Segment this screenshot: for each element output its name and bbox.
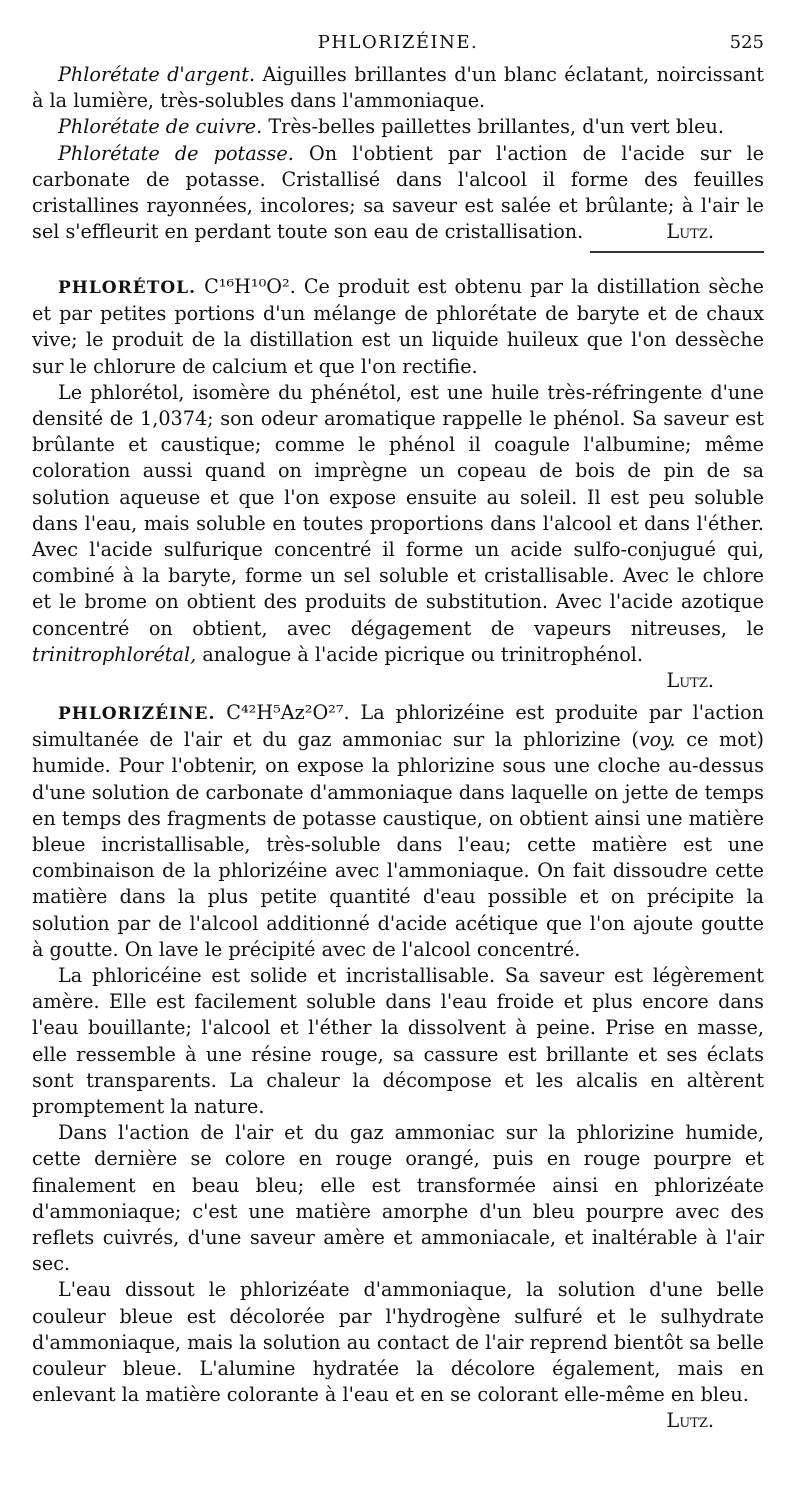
paragraph-text: La phlorizéine est produite par l'action simultanée de l'air et du gaz ammoniac sur la phlorizine ( [32, 701, 765, 752]
author-signature: Lutz. [666, 1409, 714, 1433]
phlorizeine-article [32, 700, 764, 1435]
separator-rule [590, 251, 764, 258]
italic-term: voy. [638, 728, 676, 752]
italic-term: trinitrophlorétal, [32, 642, 197, 666]
phloretol-article [32, 274, 764, 694]
chemical-formula: C⁴²H⁵Az²O²⁷. [226, 701, 350, 724]
author-signature: Lutz. [666, 220, 714, 244]
phlorizeine-paragraph-3: Dans l'action de l'air et du gaz ammoniac sur la phlorizine humide, cette dernière se colore en rouge orangé, puis en rouge pourpre et finalement en beau bleu; elle est transformée ainsi en phlorizéate d'ammoniaque; c'est une matière amorphe d'un bleu pourpre avec des reflets cuivrés, d'une saveur amère et ammoniacale, et inaltérable à l'air sec. [32, 1121, 764, 1276]
entry-text: On l'obtient par l'action de l'acide sur le carbonate de potasse. Cristallisé dans l'alcool il forme des feuilles cristallines rayonnées, incolores; sa saveur est salée et brûlante; à l'air le sel s'effleurit en perdant toute son eau de cristallisation. [32, 141, 764, 244]
entry-text: Très-belles paillettes brillantes, d'un vert bleu. [268, 115, 724, 139]
paragraph-text: L'eau dissout le phlorizéate d'ammoniaque, la solution d'une belle couleur bleue est décolorée par l'hydrogène sulfuré et le sulhydrate d'ammoniaque, mais la solution au contact de l'air reprend bientôt sa belle couleur bleue. L'alumine hydratée la décolore également, mais en enlevant la matière colorante à l'eau et en se colorant elle-même en bleu. [32, 1278, 764, 1407]
phlorizeine-paragraph-1 [32, 700, 764, 963]
chemical-formula: C¹⁶H¹⁰O². [204, 275, 296, 298]
entry-text: Aiguilles brillantes d'un blanc éclatant, noircissant à la lumière, très-solubles dans l'ammoniaque. [32, 63, 764, 113]
page-number: 525 [729, 32, 764, 53]
entry-name: Phlorétate de cuivre. [58, 115, 263, 139]
entry-name: Phlorétate de potasse. [58, 141, 294, 165]
running-title: PHLORIZÉINE. [317, 32, 479, 53]
phloretol-paragraph-2 [32, 380, 764, 693]
entry-phloretate-potasse [32, 141, 764, 246]
author-signature: Lutz. [666, 669, 714, 693]
intro-section [32, 62, 764, 245]
paragraph-text: Le phlorétol, isomère du phénétol, est une huile très-réfringente d'une densité de 1,0374; son odeur aromatique rappelle le phénol. Sa saveur est brûlante et caustique; comme le phénol il coagule l'albumine; même coloration aussi quand on imprègne un copeau de bois de pin de sa solution aqueuse et que l'on expose ensuite au soleil. Il est peu soluble dans l'eau, mais soluble en toutes proportions dans l'alcool et dans l'éther. Avec l'acide sulfurique concentré il forme un acide sulfo-conjugué qui, combiné à la baryte, forme un sel soluble et cristallisable. Avec le chlore et le brome on obtient des produits de substitution. Avec l'acide azotique concentré on obtient, avec dégagement de vapeurs nitreuses, le [32, 380, 764, 640]
paragraph-text: ce mot) humide. Pour l'obtenir, on expose la phlorizine sous une cloche au-dessus d'une solution de carbonate d'ammoniaque dans laquelle on jette de temps en temps des fragments de potasse caustique, on obtient ainsi une matière bleue incristallisable, très-soluble dans l'eau; cette matière est une combinaison de la phlorizéine avec l'ammoniaque. On fait dissoudre cette matière dans la plus petite quantité d'eau possible et on précipite la solution par de l'alcool additionné d'acide acétique que l'on ajoute goutte à goutte. On lave le précipité avec de l'alcool concentré. [32, 728, 764, 961]
headword: PHLORÉTOL. [58, 278, 197, 298]
entry-phloretate-cuivre [32, 114, 764, 140]
phloretol-paragraph-1 [32, 274, 764, 380]
entry-phloretate-argent [32, 62, 764, 114]
headword: PHLORIZÉINE. [58, 704, 216, 724]
entry-name: Phlorétate d'argent. [58, 63, 256, 86]
paragraph-text: analogue à l'acide picrique ou trinitrophénol. [202, 642, 644, 666]
phlorizeine-paragraph-2: La phloricéine est solide et incristallisable. Sa saveur est légèrement amère. Elle est facilement soluble dans l'eau froide et plus encore dans l'eau bouillante; l'alcool et l'éther la dissolvent à peine. Prise en masse, elle ressemble à une résine rouge, sa cassure est brillante et ses éclats sont transparents. La chaleur la décompose et les alcalis en altèrent promptement la nature. [32, 964, 764, 1119]
paragraph-text: Ce produit est obtenu par la distillation sèche et par petites portions d'un mélange de phlorétate de baryte et de chaux vive; le produit de la distillation est un liquide huileux que l'on dessèche sur le chlorure de calcium et que l'on rectifie. [32, 275, 764, 378]
phlorizeine-paragraph-4 [32, 1277, 764, 1433]
page-header [32, 30, 764, 58]
